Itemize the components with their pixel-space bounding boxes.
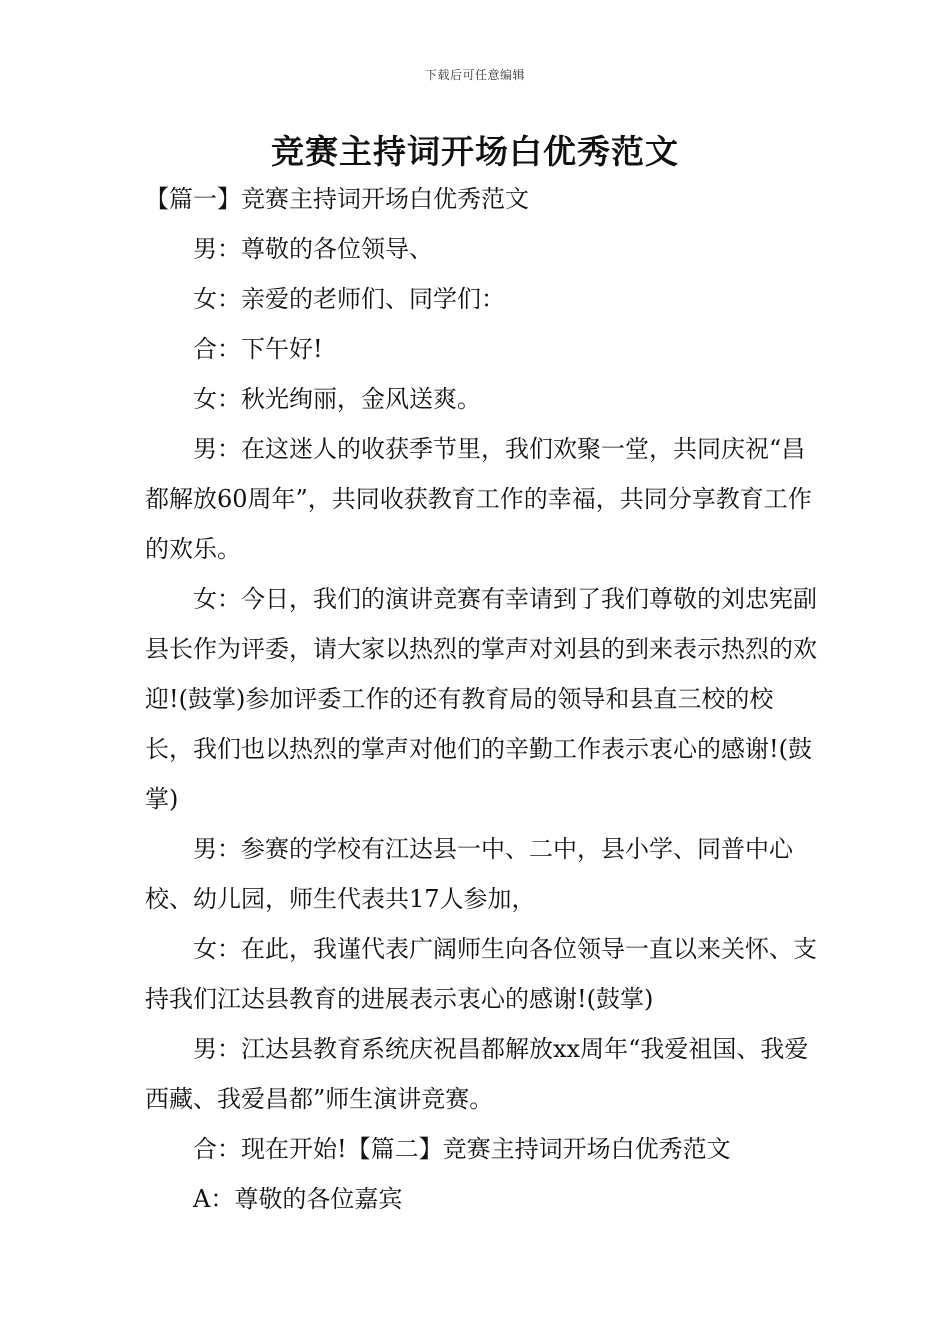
paragraph: 男：参赛的学校有江达县一中、二中，县小学、同普中心校、幼儿园，师生代表共17人参加， [145, 835, 793, 913]
document-title: 竞赛主持词开场白优秀范文 [271, 132, 679, 171]
section-heading: 【篇一】竞赛主持词开场白优秀范文 [145, 185, 529, 213]
paragraph: 男：在这迷人的收获季节里，我们欢聚一堂，共同庆祝“昌都解放60周年”，共同收获教育工作的幸福，共同分享教育工作的欢乐。 [145, 435, 812, 563]
paragraph: 合：下午好! [193, 335, 323, 363]
paragraph: 女：亲爱的老师们、同学们： [193, 285, 505, 313]
paragraph: 女：今日，我们的演讲竞赛有幸请到了我们尊敬的刘忠宪副县长作为评委，请大家以热烈的掌声对刘县的到来表示热烈的欢迎!(鼓掌)参加评委工作的还有教育局的领导和县直三校的校长，我们也以热烈的掌声对他们的辛勤工作表示衷心的感谢!(鼓掌) [145, 585, 817, 813]
paragraph: 女：秋光绚丽，金风送爽。 [193, 385, 481, 413]
document-body [145, 174, 817, 1224]
paragraph: 男：尊敬的各位领导、 [193, 235, 433, 263]
header-note: 下载后可任意编辑 [424, 68, 525, 82]
paragraph: A：尊敬的各位嘉宾 [193, 1185, 403, 1213]
paragraph: 男：江达县教育系统庆祝昌都解放xx周年“我爱祖国、我爱西藏、我爱昌都”师生演讲竞赛。 [145, 1035, 809, 1113]
paragraph: 合：现在开始!【篇二】竞赛主持词开场白优秀范文 [193, 1135, 731, 1163]
paragraph: 女：在此，我谨代表广阔师生向各位领导一直以来关怀、支持我们江达县教育的进展表示衷心的感谢!(鼓掌) [145, 935, 817, 1013]
